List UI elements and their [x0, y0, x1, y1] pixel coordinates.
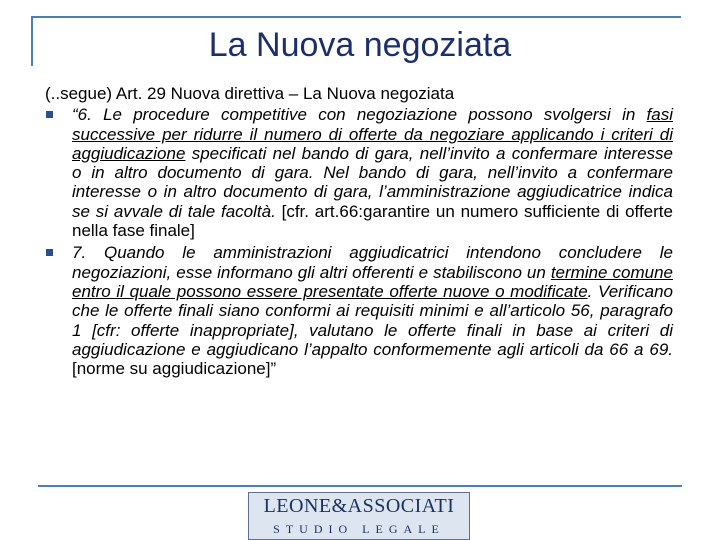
- bullet-7-text-cont: . Verificano che le offerte finali siano conformi ai requisiti minimi e all’articolo 56, paragrafo 1 [cfr: offerte inappropriate], valutano le offerte finali in base ai criteri di aggiudicazione e aggiudicano l’appalto conformemente agli articoli da 66 a 69.: [72, 281, 673, 359]
- bullet-7-note: [norme su aggiudicazione]”: [72, 359, 277, 379]
- slide-content: [45, 84, 673, 381]
- slide-title: La Nuova negoziata: [208, 26, 512, 64]
- bullet-7-text: 7. Quando le amministrazioni aggiudicatrici intendono concludere le negoziazioni, esse informano gli altri offerenti e stabiliscono un: [72, 243, 673, 282]
- bullet-6-text: “6. Le procedure competitive con negoziazione possono svolgersi in: [72, 105, 647, 125]
- firm-logo: [248, 492, 470, 540]
- bullet-6-underlined: fasi successive per ridurre il numero di offerte da negoziare applicando i criteri di aggiudicazione: [72, 105, 673, 163]
- bullet-6-note: [cfr. art.66:garantire un numero sufficiente di offerte nella fase finale]: [72, 201, 673, 241]
- square-bullet-icon: [46, 249, 53, 256]
- logo-line-1: LEONE&ASSOCIATI: [263, 495, 455, 517]
- bullet-6-text-cont: specificati nel bando di gara, nell’invito a confermare interesse o in altro documento di gara. Nel bando di gara, nell’invito a confermare interesse o in altro documento di gara, l’amministrazione aggiudicatrice indica se si avvale di tale facoltà.: [72, 143, 673, 221]
- bullet-7-underlined: termine comune entro il quale possono essere presentate offerte nuove o modificate: [72, 262, 674, 301]
- bullet-list: [45, 105, 673, 378]
- bullet-item-7: [45, 243, 673, 378]
- frame-top-rule: [31, 16, 681, 18]
- frame-bottom-rule: [38, 485, 682, 487]
- square-bullet-icon: [46, 111, 53, 118]
- slide-subtitle: (..segue) Art. 29 Nuova direttiva – La Nuova negoziata: [45, 84, 455, 103]
- bullet-item-6: [45, 105, 673, 240]
- logo-line-2: STUDIO LEGALE: [273, 522, 445, 536]
